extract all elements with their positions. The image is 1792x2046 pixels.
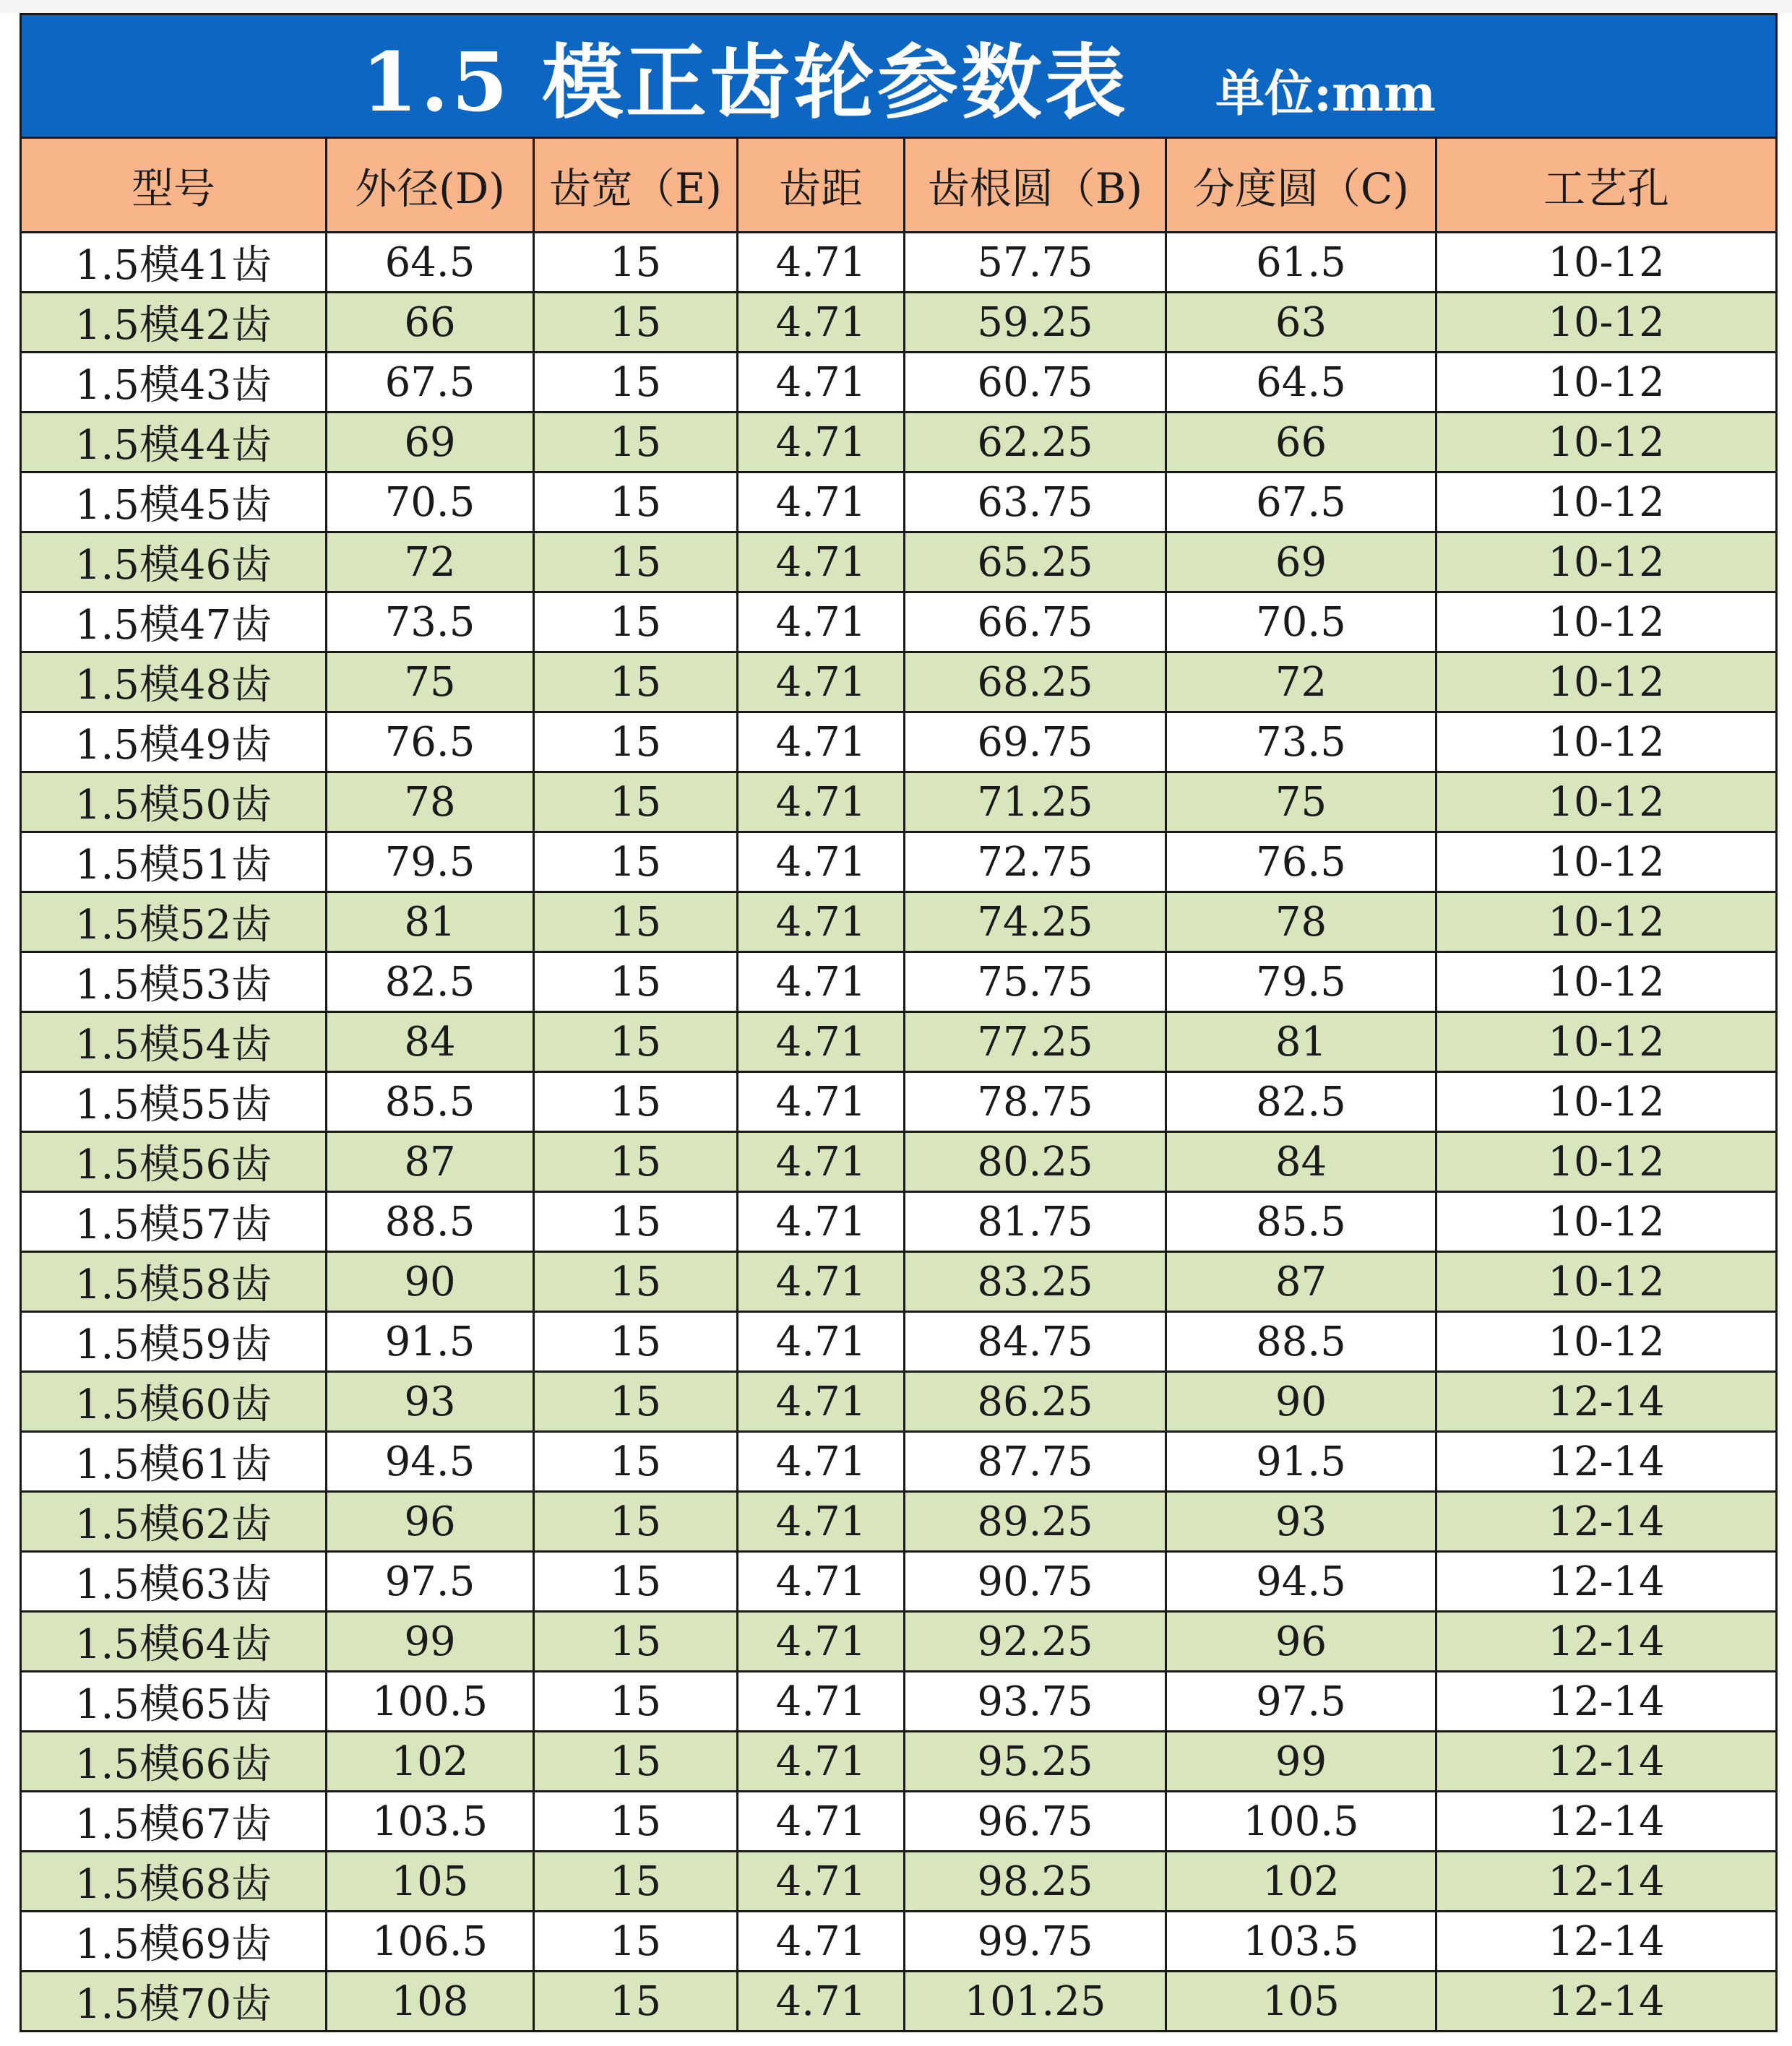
face-width-cell: 15 bbox=[534, 1492, 738, 1552]
unit-label: 单位:mm bbox=[1215, 64, 1436, 123]
outer-diameter-cell: 73.5 bbox=[327, 592, 534, 652]
process-hole-cell: 10-12 bbox=[1436, 413, 1777, 472]
root-circle-cell: 74.25 bbox=[905, 892, 1166, 952]
outer-diameter-cell: 99 bbox=[327, 1612, 534, 1672]
model-cell: 1.5模67齿 bbox=[21, 1792, 327, 1852]
pitch-cell: 4.71 bbox=[738, 1132, 905, 1192]
root-circle-cell: 81.75 bbox=[905, 1192, 1166, 1252]
outer-diameter-cell: 85.5 bbox=[327, 1072, 534, 1132]
pitch-circle-cell: 73.5 bbox=[1166, 712, 1436, 772]
outer-diameter-cell: 88.5 bbox=[327, 1192, 534, 1252]
face-width-cell: 15 bbox=[534, 472, 738, 532]
root-circle-cell: 84.75 bbox=[905, 1312, 1166, 1372]
process-hole-cell: 12-14 bbox=[1436, 1552, 1777, 1612]
pitch-circle-cell: 70.5 bbox=[1166, 592, 1436, 652]
table-row bbox=[21, 1492, 1777, 1552]
root-circle-cell: 98.25 bbox=[905, 1852, 1166, 1912]
outer-diameter-cell: 97.5 bbox=[327, 1552, 534, 1612]
model-cell: 1.5模70齿 bbox=[21, 1972, 327, 2032]
outer-diameter-cell: 100.5 bbox=[327, 1672, 534, 1732]
model-cell: 1.5模65齿 bbox=[21, 1672, 327, 1732]
face-width-cell: 15 bbox=[534, 1972, 738, 2032]
root-circle-cell: 89.25 bbox=[905, 1492, 1166, 1552]
process-hole-cell: 12-14 bbox=[1436, 1492, 1777, 1552]
model-cell: 1.5模44齿 bbox=[21, 413, 327, 472]
face-width-cell: 15 bbox=[534, 1672, 738, 1732]
pitch-cell: 4.71 bbox=[738, 472, 905, 532]
face-width-cell: 15 bbox=[534, 1612, 738, 1672]
face-width-cell: 15 bbox=[534, 353, 738, 413]
pitch-cell: 4.71 bbox=[738, 1432, 905, 1492]
process-hole-cell: 12-14 bbox=[1436, 1432, 1777, 1492]
process-hole-cell: 10-12 bbox=[1436, 712, 1777, 772]
process-hole-cell: 12-14 bbox=[1436, 1912, 1777, 1972]
outer-diameter-cell: 94.5 bbox=[327, 1432, 534, 1492]
root-circle-cell: 71.25 bbox=[905, 772, 1166, 832]
root-circle-cell: 77.25 bbox=[905, 1012, 1166, 1072]
root-circle-cell: 65.25 bbox=[905, 532, 1166, 592]
col-header-face-width: 齿宽（E) bbox=[534, 138, 738, 233]
process-hole-cell: 10-12 bbox=[1436, 532, 1777, 592]
process-hole-cell: 12-14 bbox=[1436, 1672, 1777, 1732]
table-row bbox=[21, 592, 1777, 652]
table-title-bar bbox=[21, 14, 1777, 138]
pitch-circle-cell: 79.5 bbox=[1166, 952, 1436, 1012]
model-cell: 1.5模52齿 bbox=[21, 892, 327, 952]
outer-diameter-cell: 84 bbox=[327, 1012, 534, 1072]
model-cell: 1.5模57齿 bbox=[21, 1192, 327, 1252]
model-cell: 1.5模60齿 bbox=[21, 1372, 327, 1432]
col-header-outer-diameter: 外径(D) bbox=[327, 138, 534, 233]
pitch-circle-cell: 94.5 bbox=[1166, 1552, 1436, 1612]
table-row bbox=[21, 1732, 1777, 1792]
model-cell: 1.5模43齿 bbox=[21, 353, 327, 413]
process-hole-cell: 10-12 bbox=[1436, 1132, 1777, 1192]
pitch-circle-cell: 78 bbox=[1166, 892, 1436, 952]
pitch-circle-cell: 99 bbox=[1166, 1732, 1436, 1792]
pitch-cell: 4.71 bbox=[738, 1552, 905, 1612]
pitch-circle-cell: 90 bbox=[1166, 1372, 1436, 1432]
root-circle-cell: 87.75 bbox=[905, 1432, 1166, 1492]
outer-diameter-cell: 69 bbox=[327, 413, 534, 472]
outer-diameter-cell: 90 bbox=[327, 1252, 534, 1312]
pitch-circle-cell: 67.5 bbox=[1166, 472, 1436, 532]
model-cell: 1.5模50齿 bbox=[21, 772, 327, 832]
model-cell: 1.5模58齿 bbox=[21, 1252, 327, 1312]
outer-diameter-cell: 96 bbox=[327, 1492, 534, 1552]
table-row bbox=[21, 1792, 1777, 1852]
col-header-model: 型号 bbox=[21, 138, 327, 233]
col-header-pitch-circle: 分度圆（C) bbox=[1166, 138, 1436, 233]
outer-diameter-cell: 105 bbox=[327, 1852, 534, 1912]
outer-diameter-cell: 67.5 bbox=[327, 353, 534, 413]
table-row bbox=[21, 1432, 1777, 1492]
table-row bbox=[21, 1672, 1777, 1732]
face-width-cell: 15 bbox=[534, 293, 738, 353]
pitch-circle-cell: 64.5 bbox=[1166, 353, 1436, 413]
process-hole-cell: 10-12 bbox=[1436, 472, 1777, 532]
process-hole-cell: 12-14 bbox=[1436, 1792, 1777, 1852]
root-circle-cell: 80.25 bbox=[905, 1132, 1166, 1192]
face-width-cell: 15 bbox=[534, 1792, 738, 1852]
outer-diameter-cell: 81 bbox=[327, 892, 534, 952]
pitch-circle-cell: 102 bbox=[1166, 1852, 1436, 1912]
process-hole-cell: 12-14 bbox=[1436, 1612, 1777, 1672]
pitch-circle-cell: 91.5 bbox=[1166, 1432, 1436, 1492]
root-circle-cell: 69.75 bbox=[905, 712, 1166, 772]
table-row bbox=[21, 712, 1777, 772]
table-row bbox=[21, 413, 1777, 472]
table-row bbox=[21, 532, 1777, 592]
pitch-cell: 4.71 bbox=[738, 952, 905, 1012]
pitch-circle-cell: 72 bbox=[1166, 652, 1436, 712]
pitch-circle-cell: 103.5 bbox=[1166, 1912, 1436, 1972]
pitch-circle-cell: 85.5 bbox=[1166, 1192, 1436, 1252]
root-circle-cell: 92.25 bbox=[905, 1612, 1166, 1672]
pitch-cell: 4.71 bbox=[738, 892, 905, 952]
process-hole-cell: 12-14 bbox=[1436, 1372, 1777, 1432]
pitch-circle-cell: 66 bbox=[1166, 413, 1436, 472]
pitch-cell: 4.71 bbox=[738, 1192, 905, 1252]
model-cell: 1.5模68齿 bbox=[21, 1852, 327, 1912]
outer-diameter-cell: 91.5 bbox=[327, 1312, 534, 1372]
outer-diameter-cell: 93 bbox=[327, 1372, 534, 1432]
table-row bbox=[21, 1852, 1777, 1912]
process-hole-cell: 10-12 bbox=[1436, 592, 1777, 652]
col-header-root-circle: 齿根圆（B) bbox=[905, 138, 1166, 233]
process-hole-cell: 10-12 bbox=[1436, 353, 1777, 413]
pitch-circle-cell: 75 bbox=[1166, 772, 1436, 832]
root-circle-cell: 99.75 bbox=[905, 1912, 1166, 1972]
table-row bbox=[21, 772, 1777, 832]
table-title: 1.5 模正齿轮参数表 bbox=[361, 35, 1129, 130]
process-hole-cell: 10-12 bbox=[1436, 233, 1777, 293]
gear-parameter-table bbox=[20, 13, 1778, 2032]
model-cell: 1.5模55齿 bbox=[21, 1072, 327, 1132]
pitch-circle-cell: 97.5 bbox=[1166, 1672, 1436, 1732]
pitch-cell: 4.71 bbox=[738, 532, 905, 592]
col-header-process-hole: 工艺孔 bbox=[1436, 138, 1777, 233]
process-hole-cell: 10-12 bbox=[1436, 1312, 1777, 1372]
column-header-row bbox=[21, 138, 1777, 233]
pitch-cell: 4.71 bbox=[738, 1492, 905, 1552]
pitch-cell: 4.71 bbox=[738, 1072, 905, 1132]
pitch-cell: 4.71 bbox=[738, 1852, 905, 1912]
face-width-cell: 15 bbox=[534, 1372, 738, 1432]
table-row bbox=[21, 1312, 1777, 1372]
pitch-circle-cell: 63 bbox=[1166, 293, 1436, 353]
face-width-cell: 15 bbox=[534, 233, 738, 293]
pitch-cell: 4.71 bbox=[738, 1792, 905, 1852]
root-circle-cell: 96.75 bbox=[905, 1792, 1166, 1852]
outer-diameter-cell: 72 bbox=[327, 532, 534, 592]
outer-diameter-cell: 102 bbox=[327, 1732, 534, 1792]
outer-diameter-cell: 82.5 bbox=[327, 952, 534, 1012]
face-width-cell: 15 bbox=[534, 1132, 738, 1192]
col-header-pitch: 齿距 bbox=[738, 138, 905, 233]
table-row bbox=[21, 233, 1777, 293]
face-width-cell: 15 bbox=[534, 1732, 738, 1792]
root-circle-cell: 78.75 bbox=[905, 1072, 1166, 1132]
pitch-cell: 4.71 bbox=[738, 1972, 905, 2032]
pitch-circle-cell: 105 bbox=[1166, 1972, 1436, 2032]
outer-diameter-cell: 106.5 bbox=[327, 1912, 534, 1972]
process-hole-cell: 10-12 bbox=[1436, 1072, 1777, 1132]
pitch-cell: 4.71 bbox=[738, 1672, 905, 1732]
model-cell: 1.5模48齿 bbox=[21, 652, 327, 712]
table-row bbox=[21, 1252, 1777, 1312]
outer-diameter-cell: 78 bbox=[327, 772, 534, 832]
pitch-cell: 4.71 bbox=[738, 1012, 905, 1072]
model-cell: 1.5模69齿 bbox=[21, 1912, 327, 1972]
pitch-cell: 4.71 bbox=[738, 1372, 905, 1432]
face-width-cell: 15 bbox=[534, 1312, 738, 1372]
face-width-cell: 15 bbox=[534, 1252, 738, 1312]
outer-diameter-cell: 76.5 bbox=[327, 712, 534, 772]
pitch-cell: 4.71 bbox=[738, 413, 905, 472]
root-circle-cell: 63.75 bbox=[905, 472, 1166, 532]
table-row bbox=[21, 892, 1777, 952]
outer-diameter-cell: 75 bbox=[327, 652, 534, 712]
process-hole-cell: 12-14 bbox=[1436, 1732, 1777, 1792]
process-hole-cell: 10-12 bbox=[1436, 1252, 1777, 1312]
face-width-cell: 15 bbox=[534, 532, 738, 592]
pitch-cell: 4.71 bbox=[738, 592, 905, 652]
table-row bbox=[21, 472, 1777, 532]
root-circle-cell: 62.25 bbox=[905, 413, 1166, 472]
model-cell: 1.5模46齿 bbox=[21, 532, 327, 592]
pitch-cell: 4.71 bbox=[738, 772, 905, 832]
outer-diameter-cell: 70.5 bbox=[327, 472, 534, 532]
table-row bbox=[21, 293, 1777, 353]
table-row bbox=[21, 1072, 1777, 1132]
table-row bbox=[21, 353, 1777, 413]
pitch-cell: 4.71 bbox=[738, 1312, 905, 1372]
root-circle-cell: 68.25 bbox=[905, 652, 1166, 712]
pitch-circle-cell: 76.5 bbox=[1166, 832, 1436, 892]
table-row bbox=[21, 952, 1777, 1012]
face-width-cell: 15 bbox=[534, 712, 738, 772]
root-circle-cell: 66.75 bbox=[905, 592, 1166, 652]
model-cell: 1.5模54齿 bbox=[21, 1012, 327, 1072]
root-circle-cell: 86.25 bbox=[905, 1372, 1166, 1432]
root-circle-cell: 60.75 bbox=[905, 353, 1166, 413]
pitch-cell: 4.71 bbox=[738, 353, 905, 413]
pitch-cell: 4.71 bbox=[738, 293, 905, 353]
model-cell: 1.5模45齿 bbox=[21, 472, 327, 532]
table-row bbox=[21, 1912, 1777, 1972]
outer-diameter-cell: 66 bbox=[327, 293, 534, 353]
pitch-circle-cell: 81 bbox=[1166, 1012, 1436, 1072]
face-width-cell: 15 bbox=[534, 1912, 738, 1972]
face-width-cell: 15 bbox=[534, 892, 738, 952]
outer-diameter-cell: 87 bbox=[327, 1132, 534, 1192]
outer-diameter-cell: 108 bbox=[327, 1972, 534, 2032]
pitch-cell: 4.71 bbox=[738, 832, 905, 892]
model-cell: 1.5模47齿 bbox=[21, 592, 327, 652]
model-cell: 1.5模61齿 bbox=[21, 1432, 327, 1492]
face-width-cell: 15 bbox=[534, 1552, 738, 1612]
model-cell: 1.5模41齿 bbox=[21, 233, 327, 293]
outer-diameter-cell: 103.5 bbox=[327, 1792, 534, 1852]
model-cell: 1.5模42齿 bbox=[21, 293, 327, 353]
process-hole-cell: 10-12 bbox=[1436, 652, 1777, 712]
table-row bbox=[21, 1372, 1777, 1432]
table-row bbox=[21, 652, 1777, 712]
face-width-cell: 15 bbox=[534, 832, 738, 892]
pitch-circle-cell: 82.5 bbox=[1166, 1072, 1436, 1132]
process-hole-cell: 10-12 bbox=[1436, 952, 1777, 1012]
pitch-cell: 4.71 bbox=[738, 1252, 905, 1312]
pitch-cell: 4.71 bbox=[738, 652, 905, 712]
pitch-cell: 4.71 bbox=[738, 712, 905, 772]
pitch-cell: 4.71 bbox=[738, 1732, 905, 1792]
process-hole-cell: 10-12 bbox=[1436, 1012, 1777, 1072]
model-cell: 1.5模53齿 bbox=[21, 952, 327, 1012]
model-cell: 1.5模56齿 bbox=[21, 1132, 327, 1192]
table-body bbox=[21, 233, 1777, 2032]
table-row bbox=[21, 1132, 1777, 1192]
pitch-circle-cell: 100.5 bbox=[1166, 1792, 1436, 1852]
sheet-top-strip bbox=[0, 0, 1792, 13]
face-width-cell: 15 bbox=[534, 952, 738, 1012]
face-width-cell: 15 bbox=[534, 1192, 738, 1252]
pitch-circle-cell: 96 bbox=[1166, 1612, 1436, 1672]
process-hole-cell: 10-12 bbox=[1436, 293, 1777, 353]
face-width-cell: 15 bbox=[534, 592, 738, 652]
pitch-circle-cell: 88.5 bbox=[1166, 1312, 1436, 1372]
face-width-cell: 15 bbox=[534, 652, 738, 712]
model-cell: 1.5模63齿 bbox=[21, 1552, 327, 1612]
table-row bbox=[21, 1192, 1777, 1252]
root-circle-cell: 59.25 bbox=[905, 293, 1166, 353]
pitch-cell: 4.71 bbox=[738, 233, 905, 293]
face-width-cell: 15 bbox=[534, 1432, 738, 1492]
pitch-cell: 4.71 bbox=[738, 1912, 905, 1972]
process-hole-cell: 10-12 bbox=[1436, 832, 1777, 892]
process-hole-cell: 10-12 bbox=[1436, 772, 1777, 832]
face-width-cell: 15 bbox=[534, 772, 738, 832]
table-row bbox=[21, 1012, 1777, 1072]
outer-diameter-cell: 64.5 bbox=[327, 233, 534, 293]
process-hole-cell: 10-12 bbox=[1436, 892, 1777, 952]
model-cell: 1.5模49齿 bbox=[21, 712, 327, 772]
table-row bbox=[21, 1552, 1777, 1612]
model-cell: 1.5模51齿 bbox=[21, 832, 327, 892]
model-cell: 1.5模59齿 bbox=[21, 1312, 327, 1372]
model-cell: 1.5模64齿 bbox=[21, 1612, 327, 1672]
face-width-cell: 15 bbox=[534, 1852, 738, 1912]
root-circle-cell: 90.75 bbox=[905, 1552, 1166, 1612]
root-circle-cell: 93.75 bbox=[905, 1672, 1166, 1732]
table-row bbox=[21, 1972, 1777, 2032]
process-hole-cell: 10-12 bbox=[1436, 1192, 1777, 1252]
root-circle-cell: 75.75 bbox=[905, 952, 1166, 1012]
face-width-cell: 15 bbox=[534, 1072, 738, 1132]
root-circle-cell: 95.25 bbox=[905, 1732, 1166, 1792]
root-circle-cell: 72.75 bbox=[905, 832, 1166, 892]
pitch-circle-cell: 87 bbox=[1166, 1252, 1436, 1312]
model-cell: 1.5模66齿 bbox=[21, 1732, 327, 1792]
pitch-circle-cell: 93 bbox=[1166, 1492, 1436, 1552]
outer-diameter-cell: 79.5 bbox=[327, 832, 534, 892]
pitch-circle-cell: 84 bbox=[1166, 1132, 1436, 1192]
face-width-cell: 15 bbox=[534, 1012, 738, 1072]
table-row bbox=[21, 832, 1777, 892]
model-cell: 1.5模62齿 bbox=[21, 1492, 327, 1552]
face-width-cell: 15 bbox=[534, 413, 738, 472]
root-circle-cell: 57.75 bbox=[905, 233, 1166, 293]
root-circle-cell: 83.25 bbox=[905, 1252, 1166, 1312]
process-hole-cell: 12-14 bbox=[1436, 1972, 1777, 2032]
pitch-circle-cell: 69 bbox=[1166, 532, 1436, 592]
pitch-circle-cell: 61.5 bbox=[1166, 233, 1436, 293]
process-hole-cell: 12-14 bbox=[1436, 1852, 1777, 1912]
pitch-cell: 4.71 bbox=[738, 1612, 905, 1672]
root-circle-cell: 101.25 bbox=[905, 1972, 1166, 2032]
table-row bbox=[21, 1612, 1777, 1672]
